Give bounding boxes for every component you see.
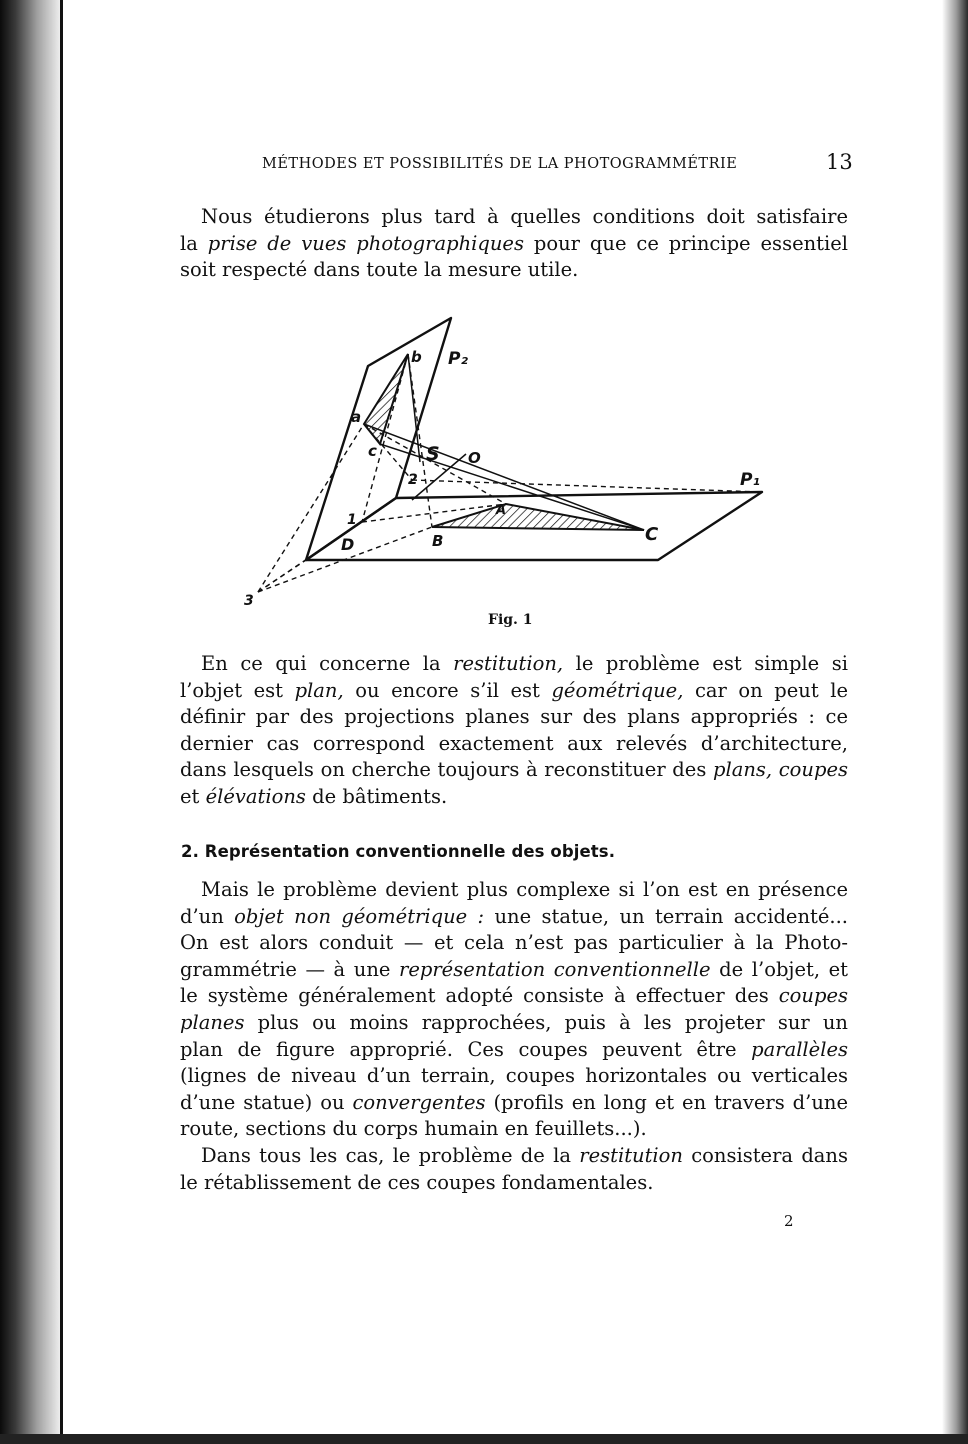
text-line bbox=[180, 757, 848, 784]
text-run: pour que ce principe essentiel bbox=[523, 231, 849, 255]
label-O: O bbox=[468, 449, 481, 467]
label-2: 2 bbox=[408, 472, 418, 488]
paragraph-4 bbox=[180, 1143, 848, 1196]
text-run: le rétablissement de ces coupes fondamentales. bbox=[180, 1170, 654, 1194]
line-3-plane bbox=[258, 560, 306, 592]
text-run: de l’objet, et bbox=[710, 957, 849, 981]
text-run: l’objet est bbox=[180, 678, 295, 702]
text-run: de bâtiments. bbox=[305, 784, 448, 808]
text-line bbox=[180, 983, 848, 1010]
italic-run: convergentes bbox=[352, 1090, 486, 1114]
text-run: Nous étudierons plus tard à quelles conditions doit satisfaire bbox=[201, 205, 848, 228]
text-run: ou encore s’il est bbox=[343, 678, 552, 702]
italic-run: élévations bbox=[205, 784, 306, 808]
label-3: 3 bbox=[244, 593, 254, 609]
text-run: définir par des projections planes sur des plans appropriés : ce bbox=[180, 705, 848, 729]
label-B: B bbox=[432, 532, 444, 550]
book-gutter-line bbox=[60, 0, 63, 1444]
italic-run: planes bbox=[180, 1010, 245, 1034]
text-run: grammétrie — à une bbox=[180, 957, 400, 981]
triangle-ABC-object bbox=[432, 504, 644, 530]
text-line bbox=[180, 731, 848, 758]
italic-run: prise de vues photographiques bbox=[207, 231, 524, 255]
italic-run: restitution bbox=[579, 1144, 683, 1167]
text-run: une statue, un terrain accidenté... bbox=[484, 904, 849, 928]
paragraph-1 bbox=[180, 204, 848, 284]
text-run: d’un bbox=[180, 904, 235, 928]
page-number: 13 bbox=[826, 150, 853, 174]
text-line bbox=[180, 678, 848, 705]
text-line bbox=[180, 651, 848, 678]
text-run: route, sections du corps humain en feuillets...). bbox=[180, 1117, 647, 1141]
text-run: consistera dans bbox=[682, 1144, 848, 1167]
label-D: D bbox=[341, 535, 355, 554]
label-c: c bbox=[368, 442, 377, 460]
text-run: dernier cas correspond exactement aux relevés d’architecture, bbox=[180, 731, 848, 755]
italic-run: restitution, bbox=[453, 652, 564, 675]
italic-run: coupes bbox=[778, 984, 848, 1008]
italic-run: objet non géométrique : bbox=[234, 904, 485, 928]
scan-shadow-right bbox=[942, 0, 968, 1444]
line-b-S bbox=[408, 354, 420, 462]
text-run: (profils en long et en travers d’une bbox=[485, 1090, 849, 1114]
label-A: A bbox=[496, 503, 507, 518]
text-line bbox=[180, 1063, 848, 1090]
text-line bbox=[180, 1037, 848, 1064]
text-line bbox=[180, 877, 848, 904]
label-b: b bbox=[411, 348, 422, 366]
section-heading: 2. Représentation conventionnelle des objets. bbox=[181, 842, 616, 861]
figure-caption: Fig. 1 bbox=[488, 612, 533, 628]
triangle-abc-image bbox=[364, 354, 408, 444]
italic-run: représentation conventionnelle bbox=[399, 957, 711, 981]
text-line bbox=[180, 1170, 848, 1197]
line-3-a bbox=[258, 424, 364, 592]
paragraph-3 bbox=[180, 877, 848, 1143]
text-run: dans lesquels on cherche toujours à reconstituer des bbox=[180, 758, 713, 782]
italic-run: parallèles bbox=[751, 1037, 848, 1061]
label-a: a bbox=[351, 408, 362, 426]
text-run: En ce qui concerne la bbox=[201, 652, 454, 675]
scan-shadow-bottom bbox=[0, 1434, 968, 1444]
line-2-P1 bbox=[412, 480, 762, 492]
text-line bbox=[180, 204, 848, 231]
label-P1: P₁ bbox=[740, 470, 760, 490]
text-run: d’une statue) ou bbox=[180, 1090, 353, 1114]
text-line bbox=[180, 231, 848, 258]
text-run: et bbox=[180, 784, 206, 808]
text-line bbox=[180, 1090, 848, 1117]
italic-run: plans, coupes bbox=[712, 758, 848, 782]
italic-run: géométrique, bbox=[551, 678, 684, 702]
text-run: le problème est simple si bbox=[563, 652, 848, 675]
italic-run: plan, bbox=[294, 678, 344, 702]
text-line bbox=[180, 1143, 848, 1170]
text-run: car on peut le bbox=[683, 678, 848, 702]
paragraph-2 bbox=[180, 651, 848, 811]
text-line bbox=[180, 1010, 848, 1037]
text-line bbox=[180, 957, 848, 984]
text-run: On est alors conduit — et cela n’est pas particulier à la Photo- bbox=[180, 931, 848, 955]
text-line bbox=[180, 904, 848, 931]
text-run: plan de figure approprié. Ces coupes peuvent être bbox=[180, 1037, 752, 1061]
text-run: la bbox=[180, 231, 208, 255]
text-line bbox=[180, 1116, 848, 1143]
label-1: 1 bbox=[347, 512, 357, 528]
text-line bbox=[180, 257, 848, 284]
signature-mark: 2 bbox=[784, 1212, 794, 1230]
text-run: Dans tous les cas, le problème de la bbox=[201, 1144, 580, 1167]
label-S: S bbox=[426, 443, 440, 465]
text-run: Mais le problème devient plus complexe si l’on est en présence bbox=[201, 878, 848, 901]
text-line bbox=[180, 930, 848, 957]
running-head: MÉTHODES ET POSSIBILITÉS DE LA PHOTOGRAMMÉTRIE bbox=[262, 156, 738, 172]
figure-1-diagram bbox=[240, 310, 780, 610]
text-run: le système généralement adopté consiste à effectuer des bbox=[180, 984, 779, 1008]
text-line bbox=[180, 704, 848, 731]
label-C: C bbox=[645, 524, 659, 545]
text-run: plus ou moins rapprochées, puis à les projeter sur un bbox=[244, 1010, 848, 1034]
scan-shadow-left bbox=[0, 0, 62, 1444]
text-line bbox=[180, 784, 848, 811]
text-run: (lignes de niveau d’un terrain, coupes horizontales ou verticales bbox=[180, 1064, 848, 1088]
label-P2: P₂ bbox=[448, 349, 468, 369]
text-run: soit respecté dans toute la mesure utile. bbox=[180, 258, 579, 282]
